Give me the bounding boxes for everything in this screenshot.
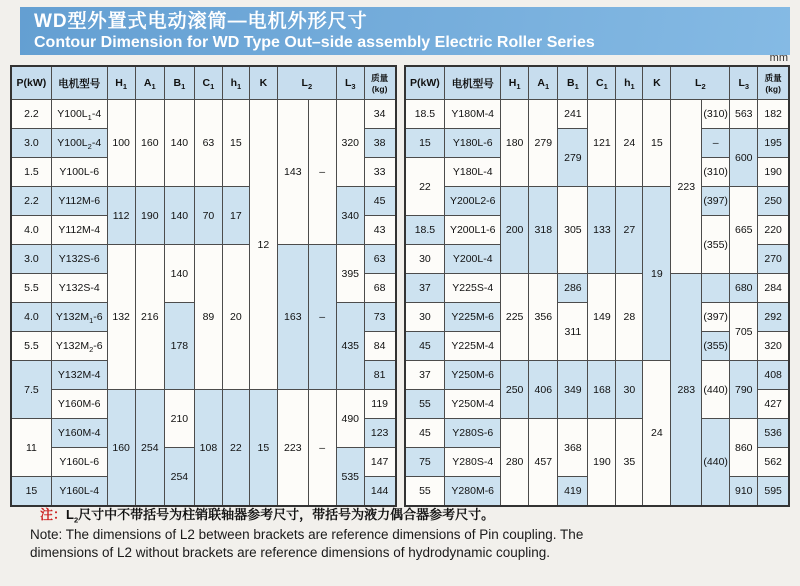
table-cell: Y160M-4 bbox=[51, 419, 107, 448]
table-cell: 223 bbox=[277, 390, 308, 507]
table-cell: 143 bbox=[277, 100, 308, 245]
table-cell: Y132S-6 bbox=[51, 245, 107, 274]
table-cell: 705 bbox=[730, 303, 758, 361]
table-cell: 595 bbox=[758, 477, 789, 507]
dimension-table-left bbox=[10, 65, 397, 507]
table-cell: 220 bbox=[758, 216, 789, 245]
column-header: $L_3$ bbox=[336, 66, 364, 100]
table-cell: 38 bbox=[364, 129, 395, 158]
table-cell: Y160L-4 bbox=[51, 477, 107, 507]
title-banner bbox=[20, 7, 790, 55]
table-cell: Y112M-4 bbox=[51, 216, 107, 245]
table-cell: Y280S-4 bbox=[445, 448, 501, 477]
table-cell: Y225S-4 bbox=[445, 274, 501, 303]
table-cell: 223 bbox=[671, 100, 702, 274]
table-cell: 349 bbox=[558, 361, 588, 419]
column-header: $C_1$ bbox=[194, 66, 222, 100]
table-cell: 35 bbox=[616, 419, 643, 507]
table-cell: Y160M-6 bbox=[51, 390, 107, 419]
table-cell: 11 bbox=[11, 419, 51, 477]
table-cell: Y132M-4 bbox=[51, 361, 107, 390]
table-cell: 132 bbox=[107, 245, 135, 390]
table-cell: 284 bbox=[758, 274, 789, 303]
table-cell: 15 bbox=[222, 100, 249, 187]
table-cell: (397) bbox=[702, 187, 730, 216]
table-cell: 178 bbox=[164, 303, 194, 390]
table-cell: (310) bbox=[702, 158, 730, 187]
column-header: $L_2$ bbox=[671, 66, 730, 100]
table-cell: $Y100L_1-4$ bbox=[51, 100, 107, 129]
table-cell: (440) bbox=[702, 419, 730, 507]
table-cell: 279 bbox=[529, 100, 558, 187]
table-cell: 140 bbox=[164, 187, 194, 245]
column-header: $L_2$ bbox=[277, 66, 336, 100]
table-cell: 180 bbox=[501, 100, 529, 187]
table-cell: Y225M-6 bbox=[445, 303, 501, 332]
table-cell: 45 bbox=[405, 419, 445, 448]
table-cell: 3.0 bbox=[11, 245, 51, 274]
table-cell: 427 bbox=[758, 390, 789, 419]
table-cell: Y280S-6 bbox=[445, 419, 501, 448]
table-cell: 4.0 bbox=[11, 303, 51, 332]
column-header: $C_1$ bbox=[588, 66, 616, 100]
table-cell: 1.5 bbox=[11, 158, 51, 187]
table-cell: 12 bbox=[249, 100, 277, 390]
table-cell: 168 bbox=[588, 361, 616, 419]
column-header: $A_1$ bbox=[135, 66, 164, 100]
table-cell: Y250M-6 bbox=[445, 361, 501, 390]
table-cell: 860 bbox=[730, 419, 758, 477]
column-header: $B_1$ bbox=[164, 66, 194, 100]
table-cell: $Y100L_2-4$ bbox=[51, 129, 107, 158]
table-cell: 562 bbox=[758, 448, 789, 477]
table-cell: 3.0 bbox=[11, 129, 51, 158]
table-cell: 190 bbox=[758, 158, 789, 187]
table-cell: 160 bbox=[135, 100, 164, 187]
table-cell: 75 bbox=[405, 448, 445, 477]
table-cell: 55 bbox=[405, 477, 445, 507]
table-cell: 270 bbox=[758, 245, 789, 274]
table-cell: Y200L1-6 bbox=[445, 216, 501, 245]
table-cell: Y160L-6 bbox=[51, 448, 107, 477]
table-cell: 311 bbox=[558, 303, 588, 361]
table-cell: 280 bbox=[501, 419, 529, 507]
table-cell: 190 bbox=[135, 187, 164, 245]
table-cell: 254 bbox=[164, 448, 194, 507]
table-cell: 5.5 bbox=[11, 274, 51, 303]
table-cell: 112 bbox=[107, 187, 135, 245]
table-cell: 121 bbox=[588, 100, 616, 187]
footnote bbox=[30, 504, 650, 561]
table-cell: 43 bbox=[364, 216, 395, 245]
table-cell: 408 bbox=[758, 361, 789, 390]
table-cell: 55 bbox=[405, 390, 445, 419]
table-cell: 286 bbox=[558, 274, 588, 303]
table-cell: 30 bbox=[405, 245, 445, 274]
table-cell: 457 bbox=[529, 419, 558, 507]
table-cell: 435 bbox=[336, 303, 364, 390]
table-cell: 160 bbox=[107, 390, 135, 507]
column-header: $L_3$ bbox=[730, 66, 758, 100]
footnote-zh bbox=[40, 504, 650, 523]
table-cell: 28 bbox=[616, 274, 643, 361]
table-cell: 17 bbox=[222, 187, 249, 245]
column-header: 质量(kg) bbox=[758, 66, 789, 100]
table-cell: 15 bbox=[643, 100, 671, 187]
table-cell: 368 bbox=[558, 419, 588, 477]
table-cell: 24 bbox=[643, 361, 671, 507]
table-cell: Y180L-4 bbox=[445, 158, 501, 187]
table-cell: 200 bbox=[501, 187, 529, 274]
table-cell: 45 bbox=[364, 187, 395, 216]
column-header: 电机型号 bbox=[51, 66, 107, 100]
table-cell: 320 bbox=[336, 100, 364, 187]
table-cell: 4.0 bbox=[11, 216, 51, 245]
table-cell: 84 bbox=[364, 332, 395, 361]
table-cell: 254 bbox=[135, 390, 164, 507]
page-title-zh: WD型外置式电动滚筒—电机外形尺寸 bbox=[34, 11, 368, 32]
table-cell: 15 bbox=[11, 477, 51, 507]
table-cell: 241 bbox=[558, 100, 588, 129]
table-cell: 63 bbox=[364, 245, 395, 274]
table-cell: 27 bbox=[616, 187, 643, 274]
dimension-table-right bbox=[404, 65, 791, 507]
table-cell: 250 bbox=[501, 361, 529, 419]
table-cell: 81 bbox=[364, 361, 395, 390]
table-cell: (397) bbox=[702, 303, 730, 332]
table-cell: 22 bbox=[222, 390, 249, 507]
unit-label: mm bbox=[769, 52, 788, 64]
table-cell: 89 bbox=[194, 245, 222, 390]
column-header: 质量(kg) bbox=[364, 66, 395, 100]
table-cell: 149 bbox=[588, 274, 616, 361]
table-cell: (310) bbox=[702, 100, 730, 129]
table-cell: 20 bbox=[222, 245, 249, 390]
column-header: 电机型号 bbox=[445, 66, 501, 100]
table-cell: 133 bbox=[588, 187, 616, 274]
table-cell: – bbox=[308, 390, 336, 507]
table-cell: 250 bbox=[758, 187, 789, 216]
table-cell: – bbox=[308, 100, 336, 245]
column-header: P(kW) bbox=[11, 66, 51, 100]
table-cell: 18.5 bbox=[405, 216, 445, 245]
table-cell: 30 bbox=[405, 303, 445, 332]
table-cell: 18.5 bbox=[405, 100, 445, 129]
table-cell: 30 bbox=[616, 361, 643, 419]
column-header: $h_1$ bbox=[616, 66, 643, 100]
table-cell: 140 bbox=[164, 245, 194, 303]
table-cell: 225 bbox=[501, 274, 529, 361]
table-cell: $Y132M_1-6$ bbox=[51, 303, 107, 332]
table-cell: Y280M-6 bbox=[445, 477, 501, 507]
dimension-tables bbox=[10, 65, 790, 507]
table-cell: 123 bbox=[364, 419, 395, 448]
table-cell: (355) bbox=[702, 216, 730, 274]
table-cell: Y112M-6 bbox=[51, 187, 107, 216]
table-cell: 2.2 bbox=[11, 100, 51, 129]
table-cell: 5.5 bbox=[11, 332, 51, 361]
table-cell: 2.2 bbox=[11, 187, 51, 216]
table-cell: 680 bbox=[730, 274, 758, 303]
table-cell: 7.5 bbox=[11, 361, 51, 419]
column-header: $A_1$ bbox=[529, 66, 558, 100]
table-cell: 68 bbox=[364, 274, 395, 303]
column-header: K bbox=[643, 66, 671, 100]
table-cell: 279 bbox=[558, 129, 588, 187]
table-cell: Y180M-4 bbox=[445, 100, 501, 129]
table-cell: 119 bbox=[364, 390, 395, 419]
table-cell: Y250M-4 bbox=[445, 390, 501, 419]
footnote-zh-text: $L_2$尺寸中不带括号为柱销联轴器参考尺寸，带括号为液力偶合器参考尺寸。 bbox=[66, 507, 495, 525]
table-cell: 283 bbox=[671, 274, 702, 507]
column-header: K bbox=[249, 66, 277, 100]
table-cell: 910 bbox=[730, 477, 758, 507]
table-cell: 147 bbox=[364, 448, 395, 477]
table-cell: 356 bbox=[529, 274, 558, 361]
table-cell: Y200L2-6 bbox=[445, 187, 501, 216]
table-cell: 536 bbox=[758, 419, 789, 448]
table-cell: 100 bbox=[107, 100, 135, 187]
table-cell: 216 bbox=[135, 245, 164, 390]
table-cell: 140 bbox=[164, 100, 194, 187]
table-cell: Y225M-4 bbox=[445, 332, 501, 361]
table-cell: Y180L-6 bbox=[445, 129, 501, 158]
footnote-en: Note: The dimensions of L2 between brackets are reference dimensions of Pin coupling. The dimensions of L2 without brackets are reference dimensions of hydrodynamic coupling. bbox=[30, 527, 584, 560]
page-title-en: Contour Dimension for WD Type Out–side assembly Electric Roller Series bbox=[34, 33, 595, 51]
table-cell: 34 bbox=[364, 100, 395, 129]
column-header: $H_1$ bbox=[501, 66, 529, 100]
table-cell: 182 bbox=[758, 100, 789, 129]
table-cell: 665 bbox=[730, 187, 758, 274]
table-cell: – bbox=[702, 129, 730, 158]
table-cell: 563 bbox=[730, 100, 758, 129]
table-cell: (355) bbox=[702, 332, 730, 361]
table-cell: 190 bbox=[588, 419, 616, 507]
column-header: $B_1$ bbox=[558, 66, 588, 100]
table-cell: 210 bbox=[164, 390, 194, 448]
table-cell: 395 bbox=[336, 245, 364, 303]
footnote-marker: 注： bbox=[40, 507, 67, 522]
table-cell: 70 bbox=[194, 187, 222, 245]
table-cell: 144 bbox=[364, 477, 395, 507]
column-header: P(kW) bbox=[405, 66, 445, 100]
table-cell: 406 bbox=[529, 361, 558, 419]
table-cell: (440) bbox=[702, 361, 730, 419]
table-cell: Y200L-4 bbox=[445, 245, 501, 274]
table-cell: 37 bbox=[405, 361, 445, 390]
table-cell: Y132S-4 bbox=[51, 274, 107, 303]
table-cell bbox=[702, 274, 730, 303]
table-cell: 535 bbox=[336, 448, 364, 507]
table-cell: 340 bbox=[336, 187, 364, 245]
table-cell: 15 bbox=[249, 390, 277, 507]
table-cell: 63 bbox=[194, 100, 222, 187]
table-cell: 19 bbox=[643, 187, 671, 361]
table-cell: 419 bbox=[558, 477, 588, 507]
table-cell: 73 bbox=[364, 303, 395, 332]
table-cell: 45 bbox=[405, 332, 445, 361]
table-cell: 292 bbox=[758, 303, 789, 332]
table-cell: 163 bbox=[277, 245, 308, 390]
table-cell: 305 bbox=[558, 187, 588, 274]
table-cell: 790 bbox=[730, 361, 758, 419]
column-header: $H_1$ bbox=[107, 66, 135, 100]
table-cell: 24 bbox=[616, 100, 643, 187]
table-cell: $Y132M_2-6$ bbox=[51, 332, 107, 361]
table-cell: 22 bbox=[405, 158, 445, 216]
table-cell: 320 bbox=[758, 332, 789, 361]
table-cell: Y100L-6 bbox=[51, 158, 107, 187]
column-header: $h_1$ bbox=[222, 66, 249, 100]
table-cell: 318 bbox=[529, 187, 558, 274]
table-cell: 37 bbox=[405, 274, 445, 303]
table-cell: 600 bbox=[730, 129, 758, 187]
table-cell: 490 bbox=[336, 390, 364, 448]
table-cell: 195 bbox=[758, 129, 789, 158]
table-cell: 33 bbox=[364, 158, 395, 187]
table-cell: – bbox=[308, 245, 336, 390]
table-cell: 108 bbox=[194, 390, 222, 507]
table-cell: 15 bbox=[405, 129, 445, 158]
